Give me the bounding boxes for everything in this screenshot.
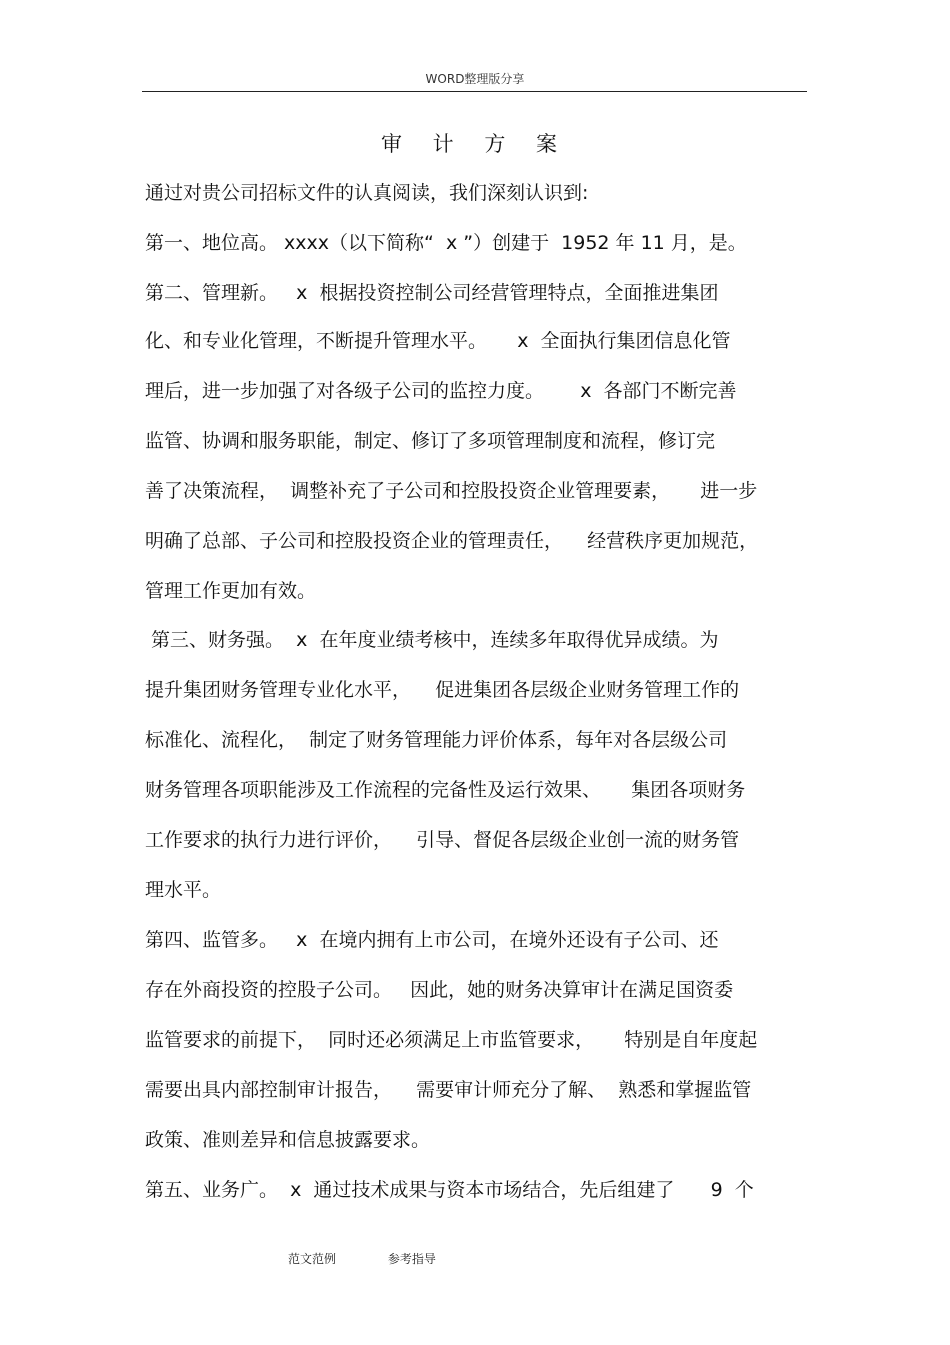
body-line: 财务管理各项职能涉及工作流程的完备性及运行效果、 集团各项财务 (145, 779, 746, 801)
body-line: 监管要求的前提下， 同时还必须满足上市监管要求， 特别是自年度起 (145, 1029, 758, 1051)
body-line: 化、和专业化管理，不断提升管理水平。 x 全面执行集团信息化管 (145, 330, 731, 352)
body-line: 政策、准则差异和信息披露要求。 (145, 1129, 431, 1151)
body-line: 标准化、流程化， 制定了财务管理能力评价体系，每年对各层级公司 (145, 729, 728, 751)
body-line: 善了决策流程， 调整补充了子公司和控股投资企业管理要素， 进一步 (145, 480, 758, 502)
body-line: 存在外商投资的控股子公司。 因此，她的财务决算审计在满足国资委 (145, 979, 734, 1001)
body-line: 第五、业务广。 x 通过技术成果与资本市场结合，先后组建了 9 个 (145, 1179, 754, 1201)
body-line: 理后，进一步加强了对各级子公司的监控力度。 x 各部门不断完善 (145, 380, 737, 402)
footer-right-text: 参考指导 (387, 1252, 436, 1266)
body-line: 工作要求的执行力进行评价， 引导、督促各层级企业创一流的财务管 (145, 829, 740, 851)
body-line: 需要出具内部控制审计报告， 需要审计师充分了解、 熟悉和掌握监管 (145, 1079, 752, 1101)
body-line: 明确了总部、子公司和控股投资企业的管理责任， 经营秩序更加规范， (145, 530, 759, 552)
body-line: 通过对贵公司招标文件的认真阅读，我们深刻认识到: (145, 182, 589, 204)
footer-left-text: 范文范例 (288, 1252, 337, 1266)
body-line: 理水平。 (145, 879, 222, 901)
body-line: 第三、财务强。 x 在年度业绩考核中，连续多年取得优异成绩。为 (145, 629, 719, 651)
document-title: 审 计 方 案 (380, 132, 570, 156)
page-header: WORD整理版分享 (425, 72, 525, 86)
header-divider (142, 91, 807, 92)
body-line: 监管、协调和服务职能，制定、修订了多项管理制度和流程，修订完 (145, 430, 716, 452)
body-line: 提升集团财务管理专业化水平， 促进集团各层级企业财务管理工作的 (145, 679, 740, 701)
body-line: 第四、监管多。 x 在境内拥有上市公司，在境外还设有子公司、还 (145, 929, 719, 951)
page-footer (288, 1250, 484, 1267)
body-line: 管理工作更加有效。 (145, 580, 317, 602)
body-line: 第一、地位高。 xxxx（以下简称“ x ”）创建于 1952 年 11 月，是。 (145, 232, 747, 254)
body-line: 第二、管理新。 x 根据投资控制公司经营管理特点，全面推进集团 (145, 282, 719, 304)
